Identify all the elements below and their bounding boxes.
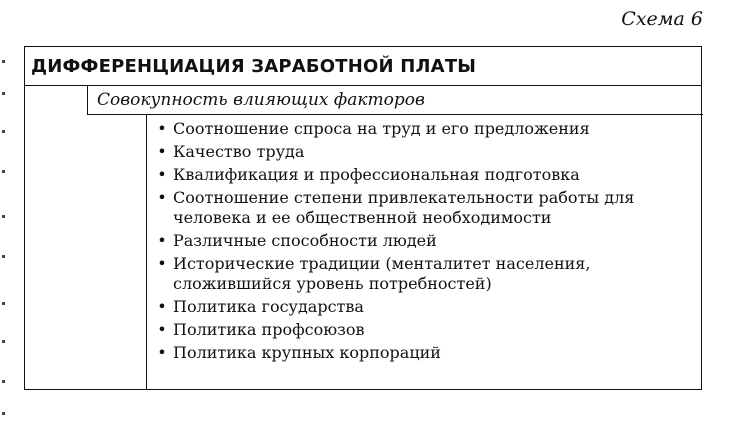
factor-item	[155, 320, 695, 340]
factor-text: Различные способности людей	[173, 231, 437, 250]
factor-text: Соотношение спроса на труд и его предложения	[173, 119, 590, 138]
factor-item	[155, 297, 695, 317]
bullet-icon: •	[157, 188, 167, 207]
factor-text: Квалификация и профессиональная подготовка	[173, 165, 580, 184]
title-row	[25, 47, 701, 86]
factor-item	[155, 142, 695, 162]
factor-text: Политика профсоюзов	[173, 320, 365, 339]
factor-text: Соотношение степени привлекательности работы для человека и ее общественной необходимости	[173, 188, 635, 227]
bullet-icon: •	[157, 165, 167, 184]
factor-text: Качество труда	[173, 142, 305, 161]
bullet-icon: •	[157, 343, 167, 362]
factors-list	[155, 119, 695, 366]
bullet-icon: •	[157, 142, 167, 161]
factor-item	[155, 231, 695, 251]
subtitle-box	[87, 85, 703, 115]
factor-item	[155, 119, 695, 139]
bullet-icon: •	[157, 320, 167, 339]
scheme-caption: Схема 6	[621, 8, 703, 30]
factor-item	[155, 343, 695, 363]
factor-item	[155, 165, 695, 185]
bullet-icon: •	[157, 254, 167, 273]
bullet-icon: •	[157, 119, 167, 138]
bullet-icon: •	[157, 297, 167, 316]
factor-item	[155, 254, 695, 294]
scan-edge-marks	[2, 40, 8, 420]
factor-item	[155, 188, 695, 228]
bullet-icon: •	[157, 231, 167, 250]
factor-text: Политика государства	[173, 297, 364, 316]
factor-text: Исторические традиции (менталитет населения, сложившийся уровень потребностей)	[173, 254, 591, 293]
diagram-title: ДИФФЕРЕНЦИАЦИЯ ЗАРАБОТНОЙ ПЛАТЫ	[31, 56, 477, 77]
diagram-subtitle: Совокупность влияющих факторов	[97, 90, 425, 110]
factors-connector-line	[146, 114, 147, 390]
factor-text: Политика крупных корпораций	[173, 343, 441, 362]
diagram-frame	[24, 46, 702, 390]
